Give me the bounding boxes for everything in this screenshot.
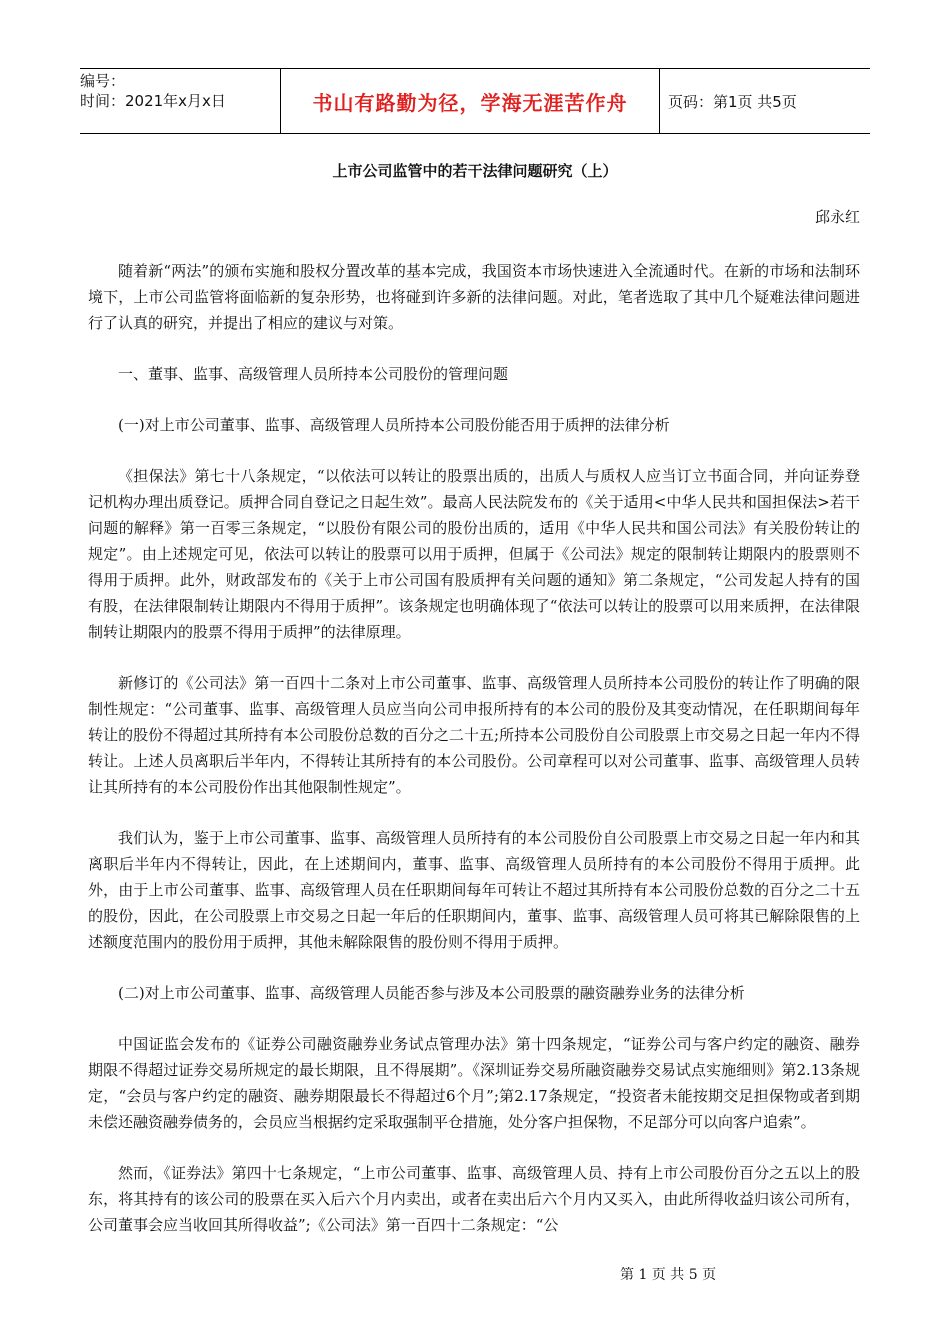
document-body (88, 258, 860, 1263)
paragraph: 中国证监会发布的《证券公司融资融券业务试点管理办法》第十四条规定，“证券公司与客户约定的融资、融券期限不得超过证券交易所规定的最长期限，且不得展期”。《深圳证券交易所融资融券交易试点实施细则》第2.13条规定，“会员与客户约定的融资、融券期限最长不得超过6个月”;第2.17条规定，“投资者未能按期交足担保物或者到期未偿还融资融券债务的，会员应当根据约定采取强制平仓措施，处分客户担保物，不足部分可以向客户追索”。 (88, 1035, 860, 1131)
paragraph: 随着新“两法”的颁布实施和股权分置改革的基本完成，我国资本市场快速进入全流通时代。在新的市场和法制环境下，上市公司监管将面临新的复杂形势，也将碰到许多新的法律问题。对此，笔者选取了其中几个疑难法律问题进行了认真的研究，并提出了相应的建议与对策。 (88, 262, 860, 332)
subsection-heading: (一)对上市公司董事、监事、高级管理人员所持本公司股份能否用于质押的法律分析 (118, 416, 670, 434)
header-meta (80, 69, 280, 133)
header-motto: 书山有路勤为径，学海无涯苦作舟 (280, 69, 660, 133)
paragraph: 新修订的《公司法》第一百四十二条对上市公司董事、监事、高级管理人员所持本公司股份的转让作了明确的限制性规定：“公司董事、监事、高级管理人员应当向公司申报所持有的本公司的股份及其变动情况，在任职期间每年转让的股份不得超过其所持有本公司股份总数的百分之二十五;所持本公司股份自公司股票上市交易之日起一年内不得转让。上述人员离职后半年内，不得转让其所持有的本公司股份。公司章程可以对公司董事、监事、高级管理人员转让其所持有的本公司股份作出其他限制性规定”。 (88, 674, 860, 796)
document-author: 邱永红 (814, 208, 860, 226)
paragraph: 《担保法》第七十八条规定，“以依法可以转让的股票出质的，出质人与质权人应当订立书面合同，并向证券登记机构办理出质登记。质押合同自登记之日起生效”。最高人民法院发布的《关于适用<中华人民共和国担保法>若干问题的解释》第一百零三条规定，“以股份有限公司的股份出质的，适用《中华人民共和国公司法》有关股份转让的规定”。由上述规定可见，依法可以转让的股票可以用于质押，但属于《公司法》规定的限制转让期限内的股票则不得用于质押。此外，财政部发布的《关于上市公司国有股质押有关问题的通知》第二条规定，“公司发起人持有的国有股，在法律限制转让期限内不得用于质押”。该条规定也明确体现了“依法可以转让的股票可以用来质押，在法律限制转让期限内的股票不得用于质押”的法律原理。 (88, 467, 860, 641)
section-heading: 一、董事、监事、高级管理人员所持本公司股份的管理问题 (118, 365, 509, 383)
document-title: 上市公司监管中的若干法律问题研究（上） (332, 162, 618, 180)
document-date-label: 时间：2021年x月x日 (80, 92, 226, 110)
subsection-heading: (二)对上市公司董事、监事、高级管理人员能否参与涉及本公司股票的融资融券业务的法律分析 (118, 984, 745, 1002)
header-page-info: 页码：第1页 共5页 (668, 92, 797, 111)
page-footer: 第 1 页 共 5 页 (620, 1267, 717, 1283)
document-number-label: 编号： (80, 72, 126, 90)
page-header (80, 68, 870, 134)
paragraph: 然而，《证券法》第四十七条规定，“上市公司董事、监事、高级管理人员、持有上市公司股份百分之五以上的股东，将其持有的该公司的股票在买入后六个月内卖出，或者在卖出后六个月内又买入，由此所得收益归该公司所有，公司董事会应当收回其所得收益”;《公司法》第一百四十二条规定：“公 (88, 1164, 860, 1234)
paragraph: 我们认为，鉴于上市公司董事、监事、高级管理人员所持有的本公司股份自公司股票上市交易之日起一年内和其离职后半年内不得转让，因此，在上述期间内，董事、监事、高级管理人员所持有的本公司股份不得用于质押。此外，由于上市公司董事、监事、高级管理人员在任职期间每年可转让不超过其所持有本公司股份总数的百分之二十五的股份，因此，在公司股票上市交易之日起一年后的任职期间内，董事、监事、高级管理人员可将其已解除限售的上述额度范围内的股份用于质押，其他未解除限售的股份则不得用于质押。 (88, 829, 860, 951)
